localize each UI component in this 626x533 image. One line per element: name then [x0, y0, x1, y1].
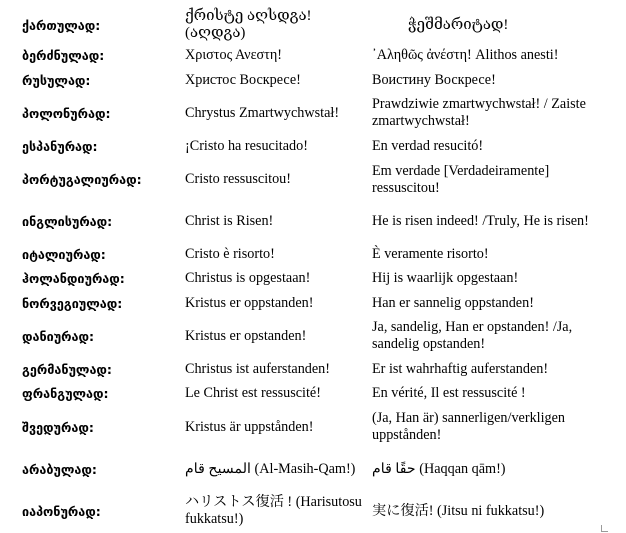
greeting-reply: He is risen indeed! /Truly, He is risen!: [372, 212, 589, 229]
greeting-phrase: ¡Cristo ha resucitado!: [185, 138, 308, 154]
table-row: [18, 315, 603, 357]
greeting-reply: (Ja, Han är) sannerligen/verkligen uppstånden!: [372, 410, 566, 443]
greeting-phrase: Kristus är uppstånden!: [185, 418, 314, 435]
greeting-phrase: ქრისტე აღსდგა! (აღდგა): [185, 8, 312, 41]
table-row: [18, 266, 603, 291]
table-row: [18, 8, 603, 42]
greeting-phrase: ハリストス復活 ! (Harisutosu fukkatsu!): [185, 494, 362, 527]
greeting-reply: حقًا قام (Haqqan qām!): [372, 460, 506, 477]
greeting-reply: 実に復活! (Jitsu ni fukkatsu!): [372, 502, 545, 519]
language-label: ესპანურად:: [22, 139, 98, 154]
greeting-reply: Воистину Воскресе!: [372, 71, 496, 88]
language-label: დანიურად:: [22, 328, 95, 344]
language-label: არაბულად:: [22, 461, 97, 477]
table-row: [18, 159, 603, 200]
language-label: პოლონურად:: [22, 105, 111, 121]
language-label: იტალიურად:: [22, 246, 106, 262]
greeting-reply: En vérité, Il est ressuscité !: [372, 385, 526, 401]
greeting-phrase: Kristus er opstanden!: [185, 327, 307, 344]
table-row: [18, 68, 603, 92]
easter-greetings-table: [18, 8, 603, 532]
greeting-phrase: Cristo è risorto!: [185, 245, 275, 262]
greeting-reply: En verdad resucitó!: [372, 138, 484, 154]
table-row: [18, 42, 603, 68]
table-row: [18, 134, 603, 159]
greeting-reply: ჭეშმარიტად!: [408, 16, 509, 33]
language-label: იაპონურად:: [22, 503, 101, 519]
language-label: ნორვეგიულად:: [22, 295, 123, 311]
language-label: ქართულად:: [22, 17, 101, 33]
greeting-reply: Han er sannelig oppstanden!: [372, 294, 534, 311]
table-row: [18, 490, 603, 532]
table-row: [18, 242, 603, 266]
greeting-reply: Prawdziwie zmartwychwstał! / Zaiste zmartwychwstał!: [372, 96, 586, 129]
greeting-phrase: Chrystus Zmartwychwstał!: [185, 104, 340, 121]
greeting-phrase: المسيح قام (Al-Masih-Qam!): [185, 460, 356, 477]
greeting-reply: Hij is waarlijk opgestaan!: [372, 270, 519, 286]
greeting-reply: ᾿Αληθῶς ἀνέστη! Alithos anesti!: [372, 46, 559, 63]
greeting-reply: Er ist wahrhaftig auferstanden!: [372, 360, 549, 377]
page-corner-mark: [601, 525, 608, 532]
table-row: [18, 381, 603, 406]
table-row: [18, 291, 603, 315]
greeting-phrase: Χριστος Ανεστη!: [185, 46, 283, 63]
greeting-phrase: Christus ist auferstanden!: [185, 360, 330, 377]
greeting-phrase: Christus is opgestaan!: [185, 270, 311, 286]
language-label: ჰოლანდიურად:: [22, 271, 125, 286]
language-label: ინგლისურად:: [22, 213, 113, 229]
greeting-phrase: Христос Воскресе!: [185, 71, 301, 88]
language-label: რუსულად:: [22, 72, 91, 88]
table-row: [18, 448, 603, 490]
language-label: შვედურად:: [22, 419, 94, 435]
greeting-reply: È veramente risorto!: [372, 245, 489, 262]
table-row: [18, 92, 603, 134]
language-label: პორტუგალიურად:: [22, 172, 142, 187]
greeting-phrase: Cristo ressuscitou!: [185, 171, 292, 187]
greeting-phrase: Le Christ est ressuscité!: [185, 385, 321, 401]
language-label: ბერძნულად:: [22, 47, 105, 63]
greeting-reply: Em verdade [Verdadeiramente] ressuscitou!: [372, 162, 550, 196]
language-label: გერმანულად:: [22, 361, 112, 377]
table-row: [18, 200, 603, 242]
table-row: [18, 406, 603, 448]
greeting-phrase: Christ is Risen!: [185, 212, 274, 229]
greeting-reply: Ja, sandelig, Han er opstanden! /Ja, sandelig opstanden!: [372, 319, 573, 352]
language-label: ფრანგულად:: [22, 386, 109, 401]
greeting-phrase: Kristus er oppstanden!: [185, 294, 314, 311]
table-row: [18, 357, 603, 381]
